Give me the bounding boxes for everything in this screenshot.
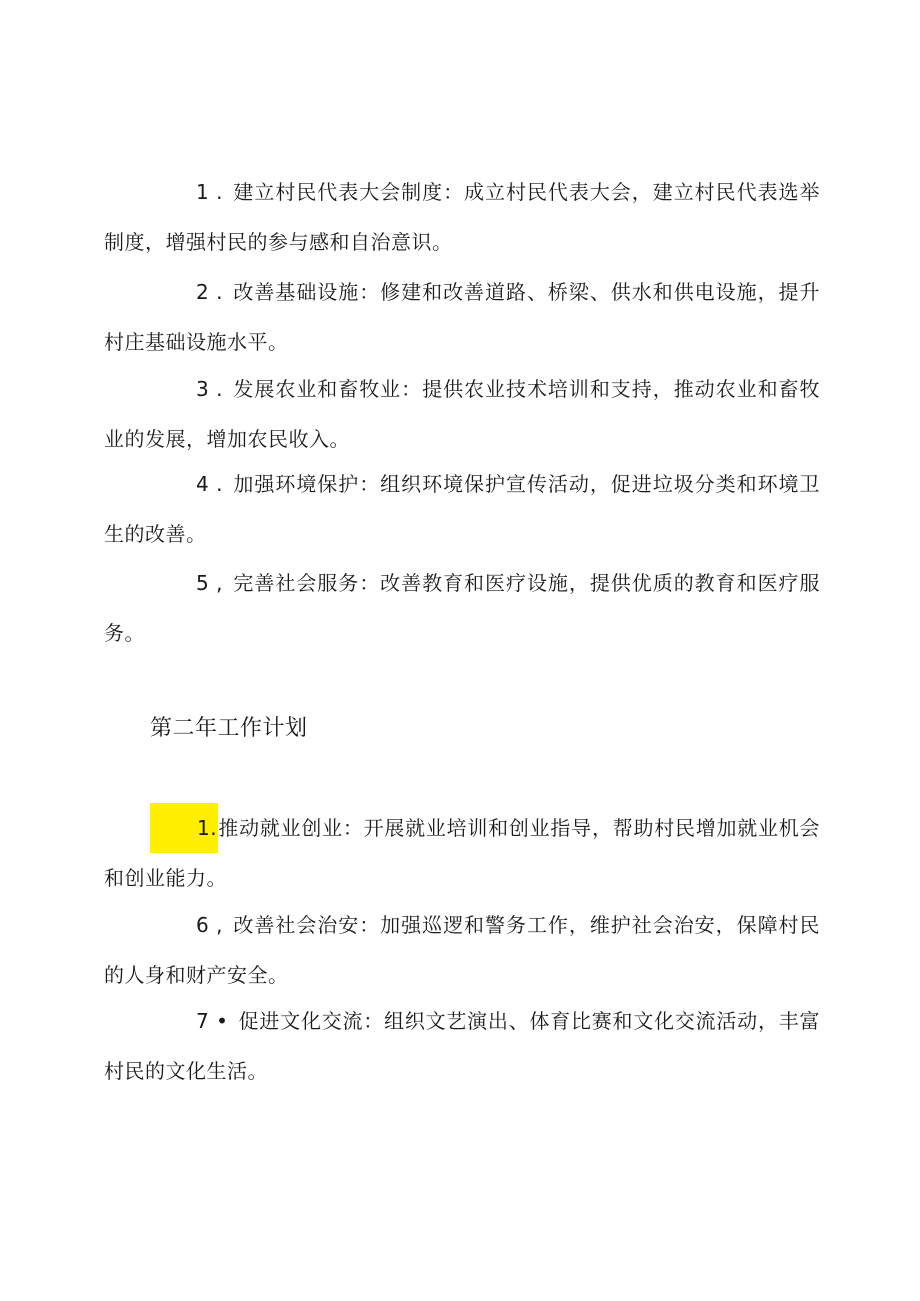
list-item-6 [104,803,820,903]
item-text: 推动就业创业：开展就业培训和创业指导，帮助村民增加就业机会和创业能力。 [104,816,820,890]
list-item-1 [104,167,820,267]
item-text: 改善基础设施：修建和改善道路、桥梁、供水和供电设施，提升村庄基础设施水平。 [104,280,820,354]
list-item-8 [104,996,820,1096]
item-number-highlighted: 1. [150,803,218,853]
list-item-5 [104,558,820,658]
item-number: 2 . [196,280,223,304]
item-text: 发展农业和畜牧业：提供农业技术培训和支持，推动农业和畜牧业的发展，增加农民收入。 [104,377,820,451]
list-item-2 [104,267,820,367]
item-number: 1 . [196,180,223,204]
item-number: 4 . [196,472,223,496]
item-text: 加强环境保护：组织环境保护宣传活动，促进垃圾分类和环境卫生的改善。 [104,472,820,546]
item-number: 7 • [196,1009,229,1033]
list-item-7 [104,900,820,1000]
item-text: 完善社会服务：改善教育和医疗设施，提供优质的教育和医疗服务。 [104,571,820,645]
list-item-3 [104,364,820,464]
item-text: 促进文化交流：组织文艺演出、体育比赛和文化交流活动，丰富村民的文化生活。 [104,1009,820,1083]
item-number: 3 . [196,377,223,401]
item-text: 建立村民代表大会制度：成立村民代表大会，建立村民代表选举制度，增强村民的参与感和自治意识。 [104,180,820,254]
list-item-4 [104,459,820,559]
item-number: 5 , [196,571,223,595]
item-text: 改善社会治安：加强巡逻和警务工作，维护社会治安，保障村民的人身和财产安全。 [104,913,820,987]
item-number: 6 , [196,913,223,937]
section-heading: 第二年工作计划 [150,716,308,741]
